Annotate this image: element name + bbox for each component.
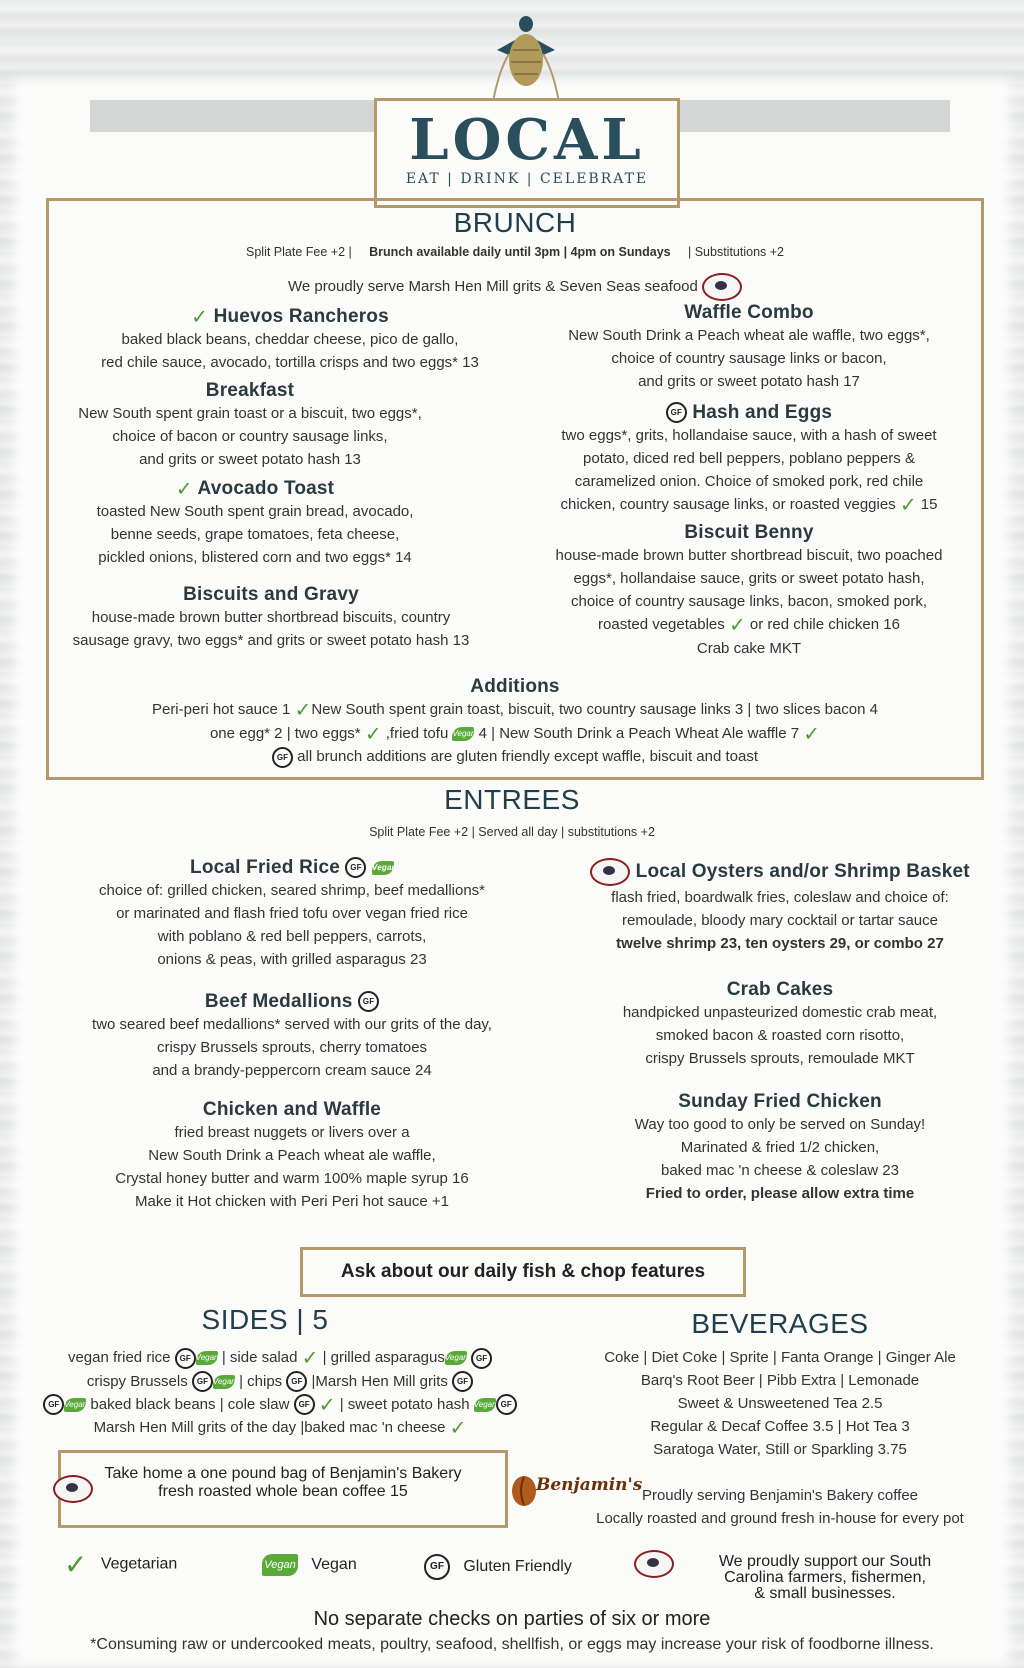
bakery-logo-text: Benjamin's: [536, 1475, 643, 1495]
support-line-1: We proudly support our South: [718, 1553, 932, 1570]
split-fee-note: Split Plate Fee +2 |: [246, 245, 352, 259]
crab-desc-2: smoked bacon & roasted corn risotto,: [655, 1027, 905, 1044]
benny-desc-1: house-made brown butter shortbread biscuit, two poached: [555, 547, 943, 564]
hash-price: 15: [920, 496, 938, 513]
bev-line-5: Saratoga Water, Still or Sparkling 3.75: [653, 1441, 907, 1458]
brunch-notes: [49, 245, 981, 259]
fried-rice-title: Local Fried Rice: [190, 857, 340, 878]
legend-support: [634, 1554, 950, 1602]
vegan-badge-icon: Vegan: [372, 861, 394, 875]
crab-desc-3: crispy Brussels sprouts, remoulade MKT: [645, 1050, 915, 1067]
oysters-prices: twelve shrimp 23, ten oysters 29, or combo 27: [616, 935, 944, 952]
bev-line-3: Sweet & Unsweetened Tea 2.5: [677, 1395, 883, 1412]
sunday-desc-3: baked mac 'n cheese & coleslaw 23: [660, 1162, 899, 1179]
vegan-badge-icon: Vegan: [64, 1398, 86, 1412]
local-fried-rice: [64, 856, 520, 971]
avocado-desc-1: toasted New South spent grain bread, avocado,: [96, 503, 414, 521]
coffee-line-1: Proudly serving Benjamin's Bakery coffee: [641, 1487, 919, 1504]
beverages-list: [560, 1346, 1000, 1461]
bev-line-2: Barq's Root Beer | Pibb Extra | Lemonade: [640, 1372, 920, 1389]
vegetarian-leaf-icon: ✓: [803, 721, 821, 746]
fried-rice-desc-1: choice of: grilled chicken, seared shrimp, beef medallions*: [98, 882, 486, 899]
additions-gf-note: all brunch additions are gluten friendly except waffle, biscuit and toast: [297, 748, 758, 766]
biscuits-desc-2: sausage gravy, two eggs* and grits or sweet potato hash 13: [72, 632, 470, 649]
biscuits-and-gravy: [53, 583, 489, 652]
coffee-line-2: Locally roasted and ground fresh in-house for every pot: [596, 1510, 964, 1527]
grits-text: We proudly serve Marsh Hen Mill grits & Seven Seas seafood: [287, 277, 698, 295]
chicken-waffle-desc-2: New South Drink a Peach wheat ale waffle,: [148, 1147, 436, 1164]
takehome-line-1: Take home a one pound bag of Benjamin's Bakery: [104, 1465, 462, 1482]
gluten-friendly-icon: GF: [272, 747, 293, 768]
take-home-coffee-box: [58, 1450, 508, 1528]
huevos-desc-2: red chile sauce, avocado, tortilla crisps and two eggs* 13: [101, 354, 479, 372]
vegetarian-leaf-icon: ✓: [364, 721, 382, 746]
additions: [49, 675, 981, 768]
brunch-title: BRUNCH: [453, 207, 577, 238]
gluten-friendly-icon: GF: [286, 1371, 307, 1392]
brunch-hours-note: Brunch available daily until 3pm | 4pm on Sundays: [369, 245, 671, 259]
waffle-combo: [539, 301, 959, 393]
waffle-desc-3: and grits or sweet potato hash 17: [638, 373, 860, 390]
seven-seas-seal-icon: [702, 273, 742, 301]
hash-desc-3: caramelized onion. Choice of smoked pork, red chile: [574, 473, 924, 490]
separate-checks-note: No separate checks on parties of six or more: [313, 1608, 711, 1630]
benny-desc-3: choice of country sausage links, bacon, smoked pork,: [570, 593, 928, 610]
legend-vegan: [262, 1554, 357, 1576]
beef-desc-2: crispy Brussels sprouts, cherry tomatoes: [156, 1039, 428, 1056]
huevos-title: Huevos Rancheros: [213, 306, 389, 327]
waffle-title: Waffle Combo: [684, 302, 814, 323]
seven-seas-seal-icon: [590, 858, 630, 886]
sunday-desc-1: Way too good to only be served on Sunday!: [634, 1116, 926, 1133]
legend-vegan-label: Vegan: [311, 1556, 357, 1574]
chicken-waffle-desc-3: Crystal honey butter and warm 100% maple syrup 16: [115, 1170, 469, 1187]
additions-line1: New South spent grain toast, biscuit, two country sausage links 3 | two slices bacon 4: [311, 701, 879, 718]
beef-title: Beef Medallions: [204, 991, 353, 1012]
biscuits-desc-1: house-made brown butter shortbread biscuits, country: [91, 609, 451, 626]
vegan-badge-icon: Vegan: [262, 1554, 298, 1576]
sides-list: [10, 1346, 550, 1440]
breakfast-title: Breakfast: [205, 380, 295, 401]
raw-food-warning: *Consuming raw or undercooked meats, poultry, seafood, shellfish, or eggs may increase your risk of foodborne illness.: [90, 1636, 934, 1653]
vegetarian-leaf-icon: ✓: [294, 697, 312, 722]
gluten-friendly-icon: GF: [294, 1394, 315, 1415]
avocado-desc-2: benne seeds, grape tomatoes, feta cheese,: [110, 526, 400, 544]
huevos-rancheros: [55, 305, 525, 374]
oysters-shrimp-basket: [560, 858, 1000, 955]
legend-gf-label: Gluten Friendly: [463, 1558, 572, 1576]
entrees-title: ENTREES: [444, 784, 580, 815]
vegetarian-leaf-icon: ✓: [64, 1548, 88, 1581]
side-brussels: crispy Brussels: [86, 1372, 188, 1390]
gluten-friendly-icon: GF: [496, 1394, 517, 1415]
vegan-badge-icon: Vegan: [474, 1398, 496, 1412]
biscuit-benny: [529, 521, 969, 660]
chicken-waffle-title: Chicken and Waffle: [202, 1099, 382, 1120]
vegetarian-leaf-icon: ✓: [899, 492, 917, 517]
side-chips: | chips: [239, 1372, 283, 1390]
breakfast: [55, 379, 445, 471]
hash-desc-2: potato, diced red bell peppers, poblano peppers &: [583, 450, 915, 467]
gluten-friendly-icon: GF: [471, 1348, 492, 1369]
avocado-title: Avocado Toast: [197, 478, 335, 499]
vegetarian-leaf-icon: ✓: [728, 612, 746, 637]
sunday-note: Fried to order, please allow extra time: [645, 1185, 915, 1202]
benny-crab-cake: Crab cake MKT: [696, 639, 802, 657]
brunch-box: [46, 198, 984, 780]
gluten-friendly-icon: GF: [345, 857, 366, 878]
logo-tagline: EAT | DRINK | CELEBRATE: [405, 171, 649, 187]
legend-gluten-friendly: [424, 1554, 572, 1580]
breakfast-desc-2: choice of bacon or country sausage links,: [112, 428, 388, 445]
oysters-title: Local Oysters and/or Shrimp Basket: [635, 861, 970, 883]
sunday-desc-2: Marinated & fried 1/2 chicken,: [680, 1139, 880, 1156]
breakfast-desc-1: New South spent grain toast or a biscuit, two eggs*,: [78, 405, 422, 422]
crab-cakes: [560, 978, 1000, 1070]
vegetarian-leaf-icon: ✓: [191, 304, 209, 329]
additions-title: Additions: [470, 676, 560, 697]
waffle-desc-2: choice of country sausage links or bacon,: [611, 350, 887, 367]
chicken-and-waffle: [64, 1098, 520, 1213]
beef-medallions: [64, 990, 520, 1082]
bev-line-1: Coke | Diet Coke | Sprite | Fanta Orange | Ginger Ale: [604, 1349, 956, 1366]
additions-line2: 4 | New South Drink a Peach Wheat Ale waffle 7: [478, 724, 800, 742]
vegetarian-leaf-icon: ✓: [301, 1345, 319, 1370]
hash-title: Hash and Eggs: [692, 402, 833, 423]
vegan-badge-icon: Vegan: [445, 1351, 467, 1365]
additions-eggs: one egg* 2 | two eggs*: [209, 724, 361, 742]
logo-box: [374, 98, 680, 208]
fried-rice-desc-3: with poblano & red bell peppers, carrots,: [157, 928, 427, 945]
side-grits: |Marsh Hen Mill grits: [311, 1372, 448, 1390]
logo-wordmark: LOCAL: [409, 107, 645, 173]
gluten-friendly-icon: GF: [452, 1371, 473, 1392]
takehome-line-2: fresh roasted whole bean coffee 15: [158, 1483, 408, 1500]
fried-rice-desc-4: onions & peas, with grilled asparagus 23: [157, 951, 427, 968]
gluten-friendly-icon: GF: [43, 1394, 64, 1415]
beef-desc-3: and a brandy-peppercorn cream sauce 24: [152, 1062, 432, 1079]
beef-desc-1: two seared beef medallions* served with our grits of the day,: [92, 1016, 492, 1033]
side-sweet-potato: | sweet potato hash: [339, 1395, 470, 1413]
gluten-friendly-icon: GF: [192, 1371, 213, 1392]
gluten-friendly-icon: GF: [175, 1348, 196, 1369]
crab-desc-1: handpicked unpasteurized domestic crab meat,: [622, 1004, 938, 1021]
support-line-3: & small businesses.: [754, 1585, 896, 1602]
seven-seas-seal-icon: [53, 1475, 93, 1503]
side-salad: | side salad: [221, 1349, 298, 1366]
side-cole-slaw: | cole slaw: [219, 1395, 290, 1413]
sea-turtle-hop-logo-icon: [489, 10, 563, 106]
oysters-desc-2: remoulade, bloody mary cocktail or tartar sauce: [622, 912, 938, 929]
daily-features-box: Ask about our daily fish & chop features: [300, 1247, 746, 1297]
gluten-friendly-icon: GF: [666, 402, 687, 423]
vegetarian-leaf-icon: ✓: [175, 476, 193, 501]
fried-rice-desc-2: or marinated and flash fried tofu over vegan fried rice: [116, 905, 468, 922]
waffle-desc-1: New South Drink a Peach wheat ale waffle, two eggs*,: [568, 327, 930, 344]
hash-desc-4: chicken, country sausage links, or roasted veggies: [560, 496, 896, 513]
oysters-desc-1: flash fried, boardwalk fries, coleslaw and choice of:: [611, 889, 949, 906]
substitutions-note: | Substitutions +2: [687, 245, 784, 259]
support-line-2: Carolina farmers, fishermen,: [724, 1569, 926, 1586]
side-vegan-rice: vegan fried rice: [67, 1349, 171, 1366]
side-black-beans: baked black beans: [90, 1395, 216, 1413]
benjamins-bakery-logo: [510, 1469, 643, 1509]
benny-desc-5: or red chile chicken 16: [749, 616, 900, 633]
chicken-waffle-desc-4: Make it Hot chicken with Peri Peri hot sauce +1: [135, 1193, 449, 1210]
sunday-title: Sunday Fried Chicken: [678, 1091, 882, 1112]
huevos-desc-1: baked black beans, cheddar cheese, pico de gallo,: [121, 331, 459, 349]
avocado-toast: [55, 477, 455, 569]
bev-line-4: Regular & Decaf Coffee 3.5 | Hot Tea 3: [650, 1418, 910, 1435]
beverages-title: BEVERAGES: [691, 1308, 869, 1339]
additions-peri: Peri-peri hot sauce 1: [151, 701, 291, 718]
side-mac: |baked mac 'n cheese: [300, 1419, 446, 1437]
hash-and-eggs: [539, 401, 959, 517]
avocado-desc-3: pickled onions, blistered corn and two eggs* 14: [98, 549, 412, 567]
hash-desc-1: two eggs*, grits, hollandaise sauce, with a hash of sweet: [561, 427, 937, 444]
grits-line: [49, 273, 981, 301]
benny-title: Biscuit Benny: [684, 522, 814, 543]
vegan-badge-icon: Vegan: [196, 1351, 218, 1365]
gluten-friendly-icon: GF: [424, 1554, 450, 1580]
sunday-fried-chicken: [560, 1090, 1000, 1205]
side-asparagus: | grilled asparagus: [322, 1349, 445, 1366]
legend-vegetarian: [64, 1548, 177, 1581]
benny-desc-2: eggs*, hollandaise sauce, grits or sweet potato hash,: [573, 570, 925, 587]
side-grits-day: Marsh Hen Mill grits of the day: [93, 1419, 297, 1437]
sides-title: SIDES | 5: [201, 1304, 329, 1335]
vegan-badge-icon: Vegan: [213, 1375, 235, 1389]
vegetarian-leaf-icon: ✓: [449, 1415, 467, 1440]
vegan-badge-icon: Vegan: [452, 727, 474, 741]
legend-vegetarian-label: Vegetarian: [100, 1555, 178, 1573]
seven-seas-seal-icon: [634, 1550, 674, 1578]
entrees-notes: Split Plate Fee +2 | Served all day | substitutions +2: [369, 825, 655, 839]
additions-tofu: ,fried tofu: [385, 724, 449, 742]
vegetarian-leaf-icon: ✓: [318, 1392, 336, 1417]
chicken-waffle-desc-1: fried breast nuggets or livers over a: [174, 1124, 410, 1141]
gluten-friendly-icon: GF: [358, 991, 379, 1012]
benny-desc-4: roasted vegetables: [598, 616, 725, 633]
breakfast-desc-3: and grits or sweet potato hash 13: [139, 451, 361, 468]
biscuits-title: Biscuits and Gravy: [183, 584, 359, 605]
crab-title: Crab Cakes: [726, 979, 834, 1000]
